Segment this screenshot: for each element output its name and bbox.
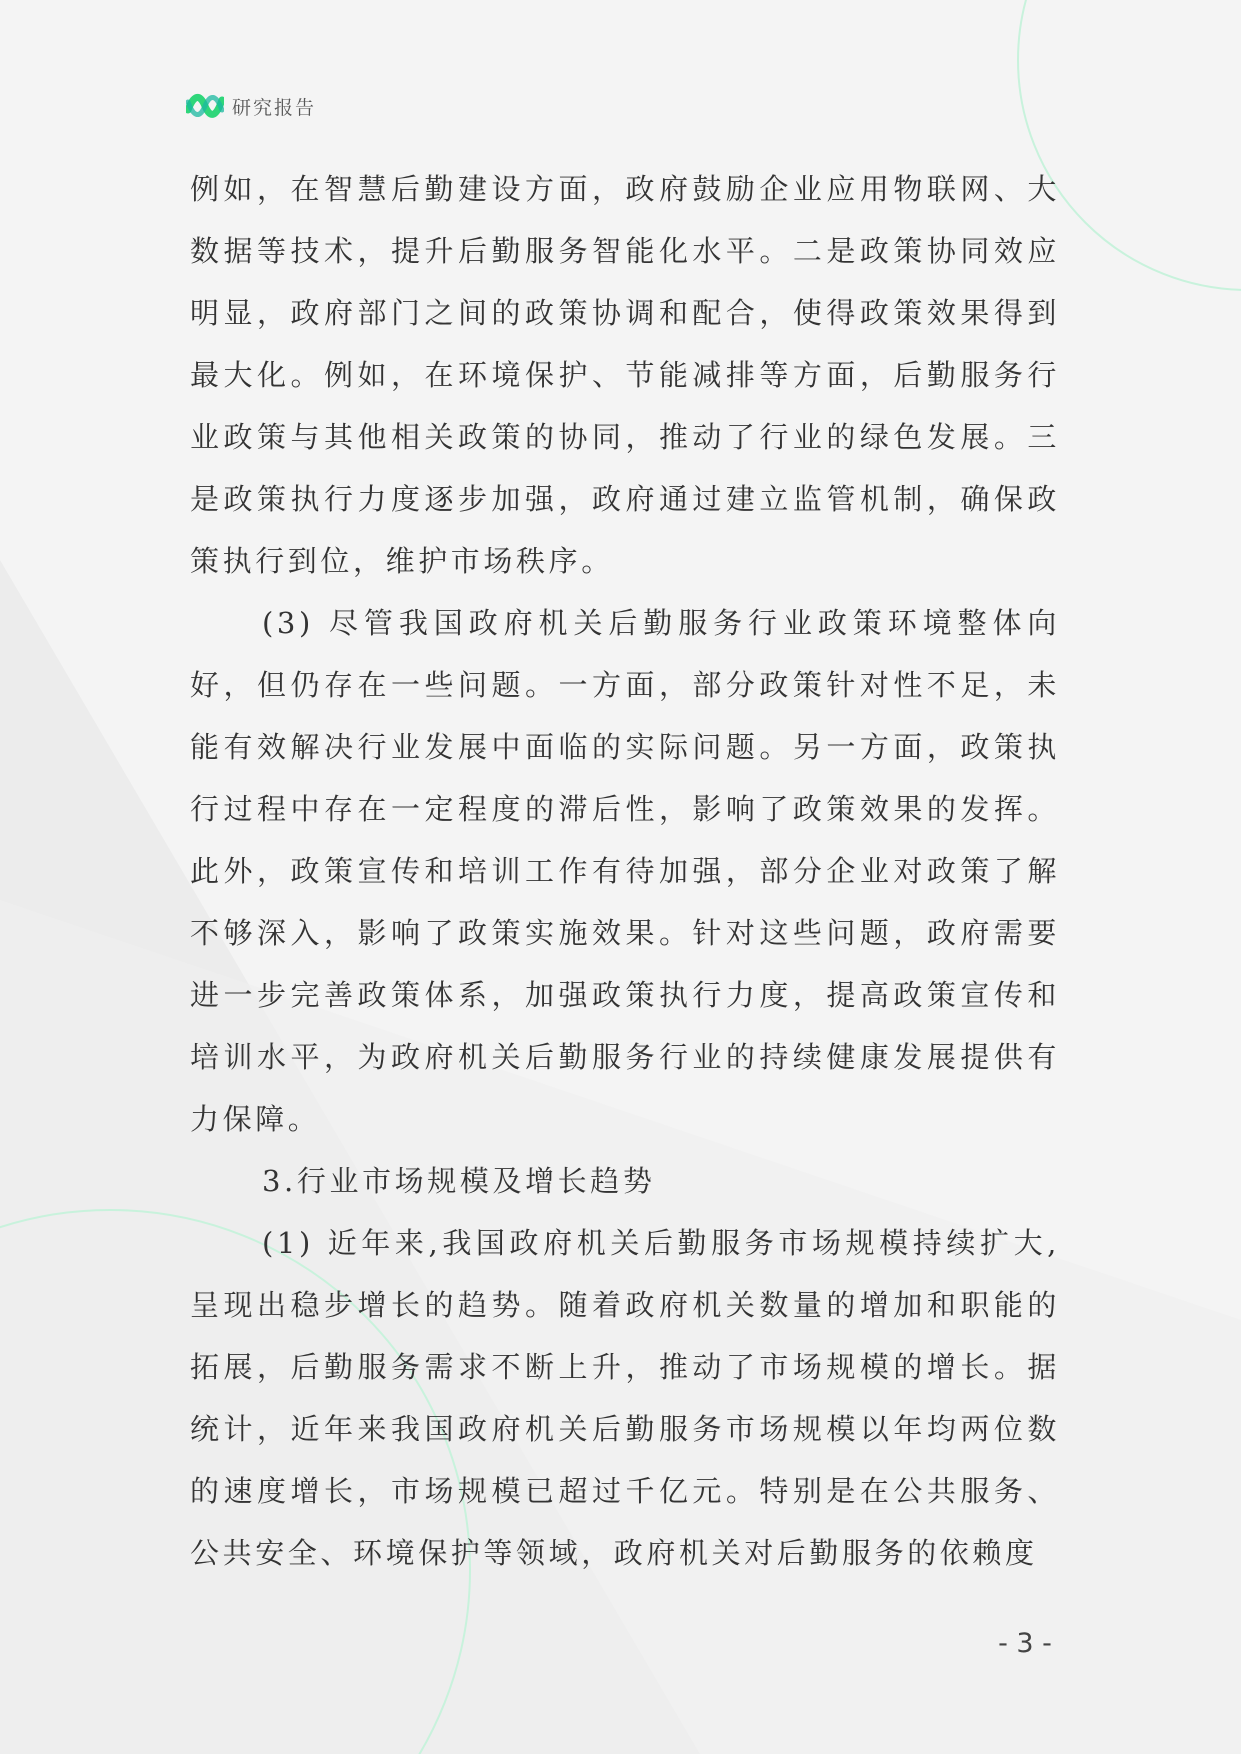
- page-number: - 3 -: [998, 1628, 1052, 1659]
- paragraph-continuation: 例如，在智慧后勤建设方面，政府鼓励企业应用物联网、大数据等技术，提升后勤服务智能化水平。二是政策协同效应明显，政府部门之间的政策协调和配合，使得政策效果得到最大化。例如，在环境保护、节能减排等方面，后勤服务行业政策与其他相关政策的协同，推动了行业的绿色发展。三是政策执行力度逐步加强，政府通过建立监管机制，确保政策执行到位，维护市场秩序。: [190, 172, 1060, 578]
- report-header: [186, 88, 316, 124]
- paragraph-item-1: (1) 近年来,我国政府机关后勤服务市场规模持续扩大,呈现出稳步增长的趋势。随着政府机关数量的增加和职能的拓展，后勤服务需求不断上升，推动了市场规模的增长。据统计，近年来我国政府机关后勤服务市场规模以年均两位数的速度增长，市场规模已超过千亿元。特别是在公共服务、公共安全、环境保护等领域，政府机关对后勤服务的依赖度: [190, 1226, 1060, 1570]
- paragraph-item-3: (3) 尽管我国政府机关后勤服务行业政策环境整体向好，但仍存在一些问题。一方面，部分政策针对性不足，未能有效解决行业发展中面临的实际问题。另一方面，政策执行过程中存在一定程度的滞后性，影响了政策效果的发挥。此外，政策宣传和培训工作有待加强，部分企业对政策了解不够深入，影响了政策实施效果。针对这些问题，政府需要进一步完善政策体系，加强政策执行力度，提高政策宣传和培训水平，为政府机关后勤服务行业的持续健康发展提供有力保障。: [190, 606, 1060, 1136]
- header-title: 研究报告: [232, 96, 317, 119]
- section-heading: 3.行业市场规模及增长趋势: [262, 1164, 656, 1198]
- document-body: [190, 158, 1060, 1584]
- green-wave-logo-icon: [186, 88, 224, 124]
